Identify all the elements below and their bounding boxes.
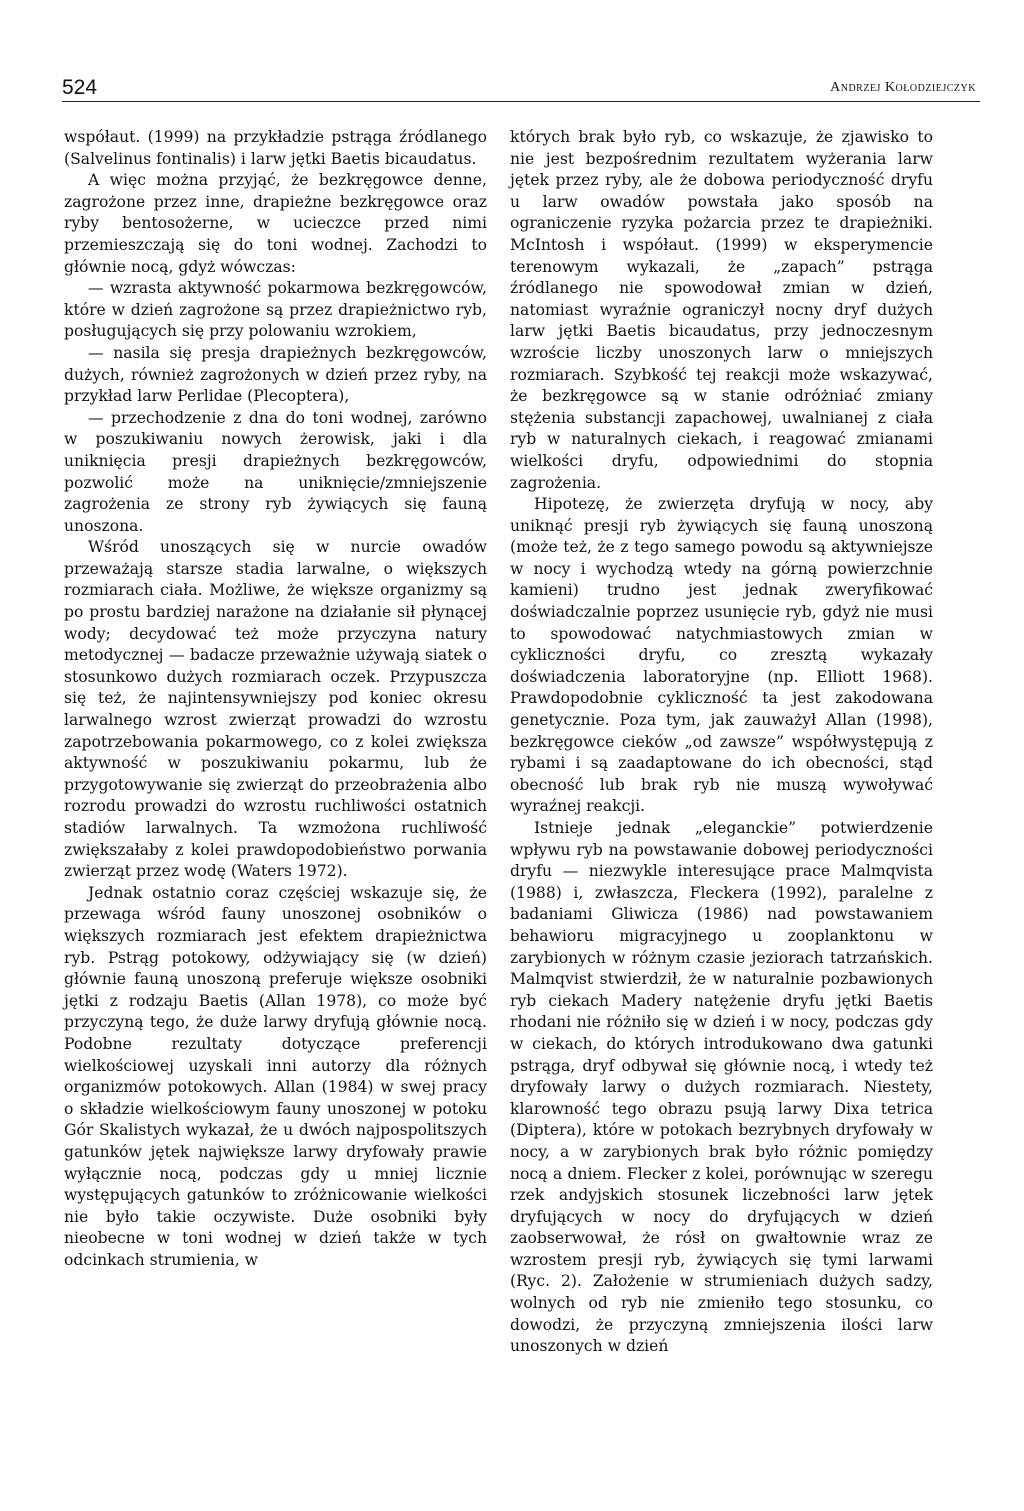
page-header (62, 76, 982, 100)
paragraph: Wśród unoszących się w nurcie owadów przeważają starsze stadia larwalne, o większych rozmiarach ciała. Możliwe, że większe organizmy są po prostu bardziej narażone na działanie sił płynącej wody; decydować też może przyczyna natury metodycznej — badacze przeważnie używają siatek o stosunkowo dużych rozmiarach oczek. Przypuszcza się też, że najintensywniejszy pod koniec okresu larwalnego wzrost zwierząt prowadzi do wzrostu zapotrzebowania pokarmowego, co z kolei zwiększa aktywność w poszukiwaniu pokarmu, lub że przygotowywanie się zwierząt do przeobrażenia albo rozrodu prowadzi do wzrostu ruchliwości ostatnich stadiów larwalnych. Ta wzmożona ruchliwość zwiększałaby z kolei prawdopodobieństwo porwania zwierząt przez wodę (Waters 1972). (64, 538, 487, 881)
list-item: — przechodzenie z dna do toni wodnej, zarówno w poszukiwaniu nowych żerowisk, jaki i dla uniknięcia presji drapieżnych bezkręgowców, pozwolić może na uniknięcie/zmniejszenie zagrożenia ze strony ryb żywiących się fauną unoszona. (64, 408, 487, 535)
list-item: — wzrasta aktywność pokarmowa bezkręgowców, które w dzień zagrożone są przez drapieżnictwo ryb, posługujących się przy polowaniu wzrokiem, (64, 279, 487, 341)
page-number: 524 (62, 76, 98, 99)
paragraph: Hipotezę, że zwierzęta dryfują w nocy, aby uniknąć presji ryb żywiących się fauną unoszoną (może też, że z tego samego powodu są aktywniejsze w nocy i wychodzą wtedy na górną powierzchnie kamieni) trudno jest jednak zweryfikować doświadczalnie poprzez usunięcie ryb, gdyż nie musi to spowodować natychmiastowych zmian w cykliczności dryfu, co zresztą wykazały doświadczenia laboratoryjne (np. Elliott 1968). Prawdopodobnie cykliczność ta jest zakodowana genetycznie. Poza tym, jak zauważył Allan (1998), bezkręgowce cieków „od zawsze” współwystępują z rybami i są zaadaptowane do ich obecności, stąd obecność lub brak ryb nie muszą wywoływać wyraźnej reakcji. (510, 495, 933, 816)
paragraph: A więc można przyjąć, że bezkręgowce denne, zagrożone przez inne, drapieżne bezkręgowce oraz ryby bentosożerne, w ucieczce przed nimi przemieszczają się do toni wodnej. Zachodzi to głównie nocą, gdyż wówczas: (64, 171, 487, 276)
left-column (64, 127, 487, 1271)
right-column (510, 127, 933, 1358)
paragraph: których brak było ryb, co wskazuje, że zjawisko to nie jest bezpośrednim rezultatem wyżerania larw jętek przez ryby, ale że dobowa periodyczność dryfu u larw owadów powstała jako sposób na ograniczenie ryzyka pożarcia przez te drapieżniki. McIntosh i współaut. (1999) w eksperymencie terenowym wykazali, że „zapach” pstrąga źródlanego nie spowodował zmian w dzień, natomiast wyraźnie ograniczył nocny dryf dużych larw jętki Baetis bicaudatus, przy jednoczesnym wzroście liczby unoszonych larw o mniejszych rozmiarach. Szybkość tej reakcji może wskazywać, że bezkręgowce są w stanie odróżniać zmiany stężenia substancji zapachowej, uwalnianej z ciała ryb w naturalnych ciekach, i reagować zmianami wielkości dryfu, odpowiednimi do stopnia zagrożenia. (510, 128, 933, 492)
paragraph: Jednak ostatnio coraz częściej wskazuje się, że przewaga wśród fauny unoszonej osobników o większych rozmiarach jest efektem drapieżnictwa ryb. Pstrąg potokowy, odżywiający się (w dzień) głównie fauną unoszoną preferuje większe osobniki jętki z rodzaju Baetis (Allan 1978), co może być przyczyną tego, że duże larwy dryfują głównie nocą. Podobne rezultaty dotyczące preferencji wielkościowej uzyskali inni autorzy dla różnych organizmów potokowych. Allan (1984) w swej pracy o składzie wielkościowym fauny unoszonej w potoku Gór Skalistych wykazał, że u dwóch najpospolitszych gatunków jętek największe larwy dryfowały prawie wyłącznie nocą, podczas gdy u mniej licznie występujących gatunków to zróżnicowanie wielkości nie było takie oczywiste. Duże osobniki były nieobecne w toni wodnej w dzień także w tych odcinkach strumienia, w (64, 883, 487, 1269)
paragraph: współaut. (1999) na przykładzie pstrąga źródlanego (Salvelinus fontinalis) i larw jętki Baetis bicaudatus. (64, 128, 487, 168)
paragraph: Istnieje jednak „eleganckie” potwierdzenie wpływu ryb na powstawanie dobowej periodyczności dryfu — niezwykle interesujące prace Malmqvista (1988) i, zwłaszcza, Fleckera (1992), paralelne z badaniami Gliwicza (1986) nad powstawaniem behawioru migracyjnego u zooplanktonu w zarybionych w różnym czasie jeziorach tatrzańskich. Malmqvist stwierdził, że w naturalnie pozbawionych ryb ciekach Madery natężenie dryfu jętki Baetis rhodani nie różniło się w dzień i w nocy, podczas gdy w ciekach, do których introdukowano dwa gatunki pstrąga, dryf odbywał się głównie nocą, i wtedy też dryfowały larwy o dużych rozmiarach. Niestety, klarowność tego obrazu psują larwy Dixa tetrica (Diptera), które w potokach bezrybnych dryfowały w nocy, a w zarybionych brak było różnic pomiędzy nocą a dniem. Flecker z kolei, porównując w szeregu rzek andyjskich stosunek liczebności larw jętek dryfujących w nocy do dryfujących w dzień zaobserwował, że rósł on gwałtownie wraz ze wzrostem presji ryb, żywiących się tymi larwami (Ryc. 2). Założenie w strumieniach dużych sadzy, wolnych od ryb nie zmieniło tego stosunku, co dowodzi, że przyczyną zmniejszenia ilości larw unoszonych w dzień (510, 819, 933, 1356)
header-rule (62, 101, 980, 102)
list-item: — nasila się presja drapieżnych bezkręgowców, dużych, również zagrożonych w dzień przez ryby, na przykład larw Perlidae (Plecoptera), (64, 343, 487, 406)
running-head: Andrzej Kołodziejczyk (830, 80, 976, 95)
